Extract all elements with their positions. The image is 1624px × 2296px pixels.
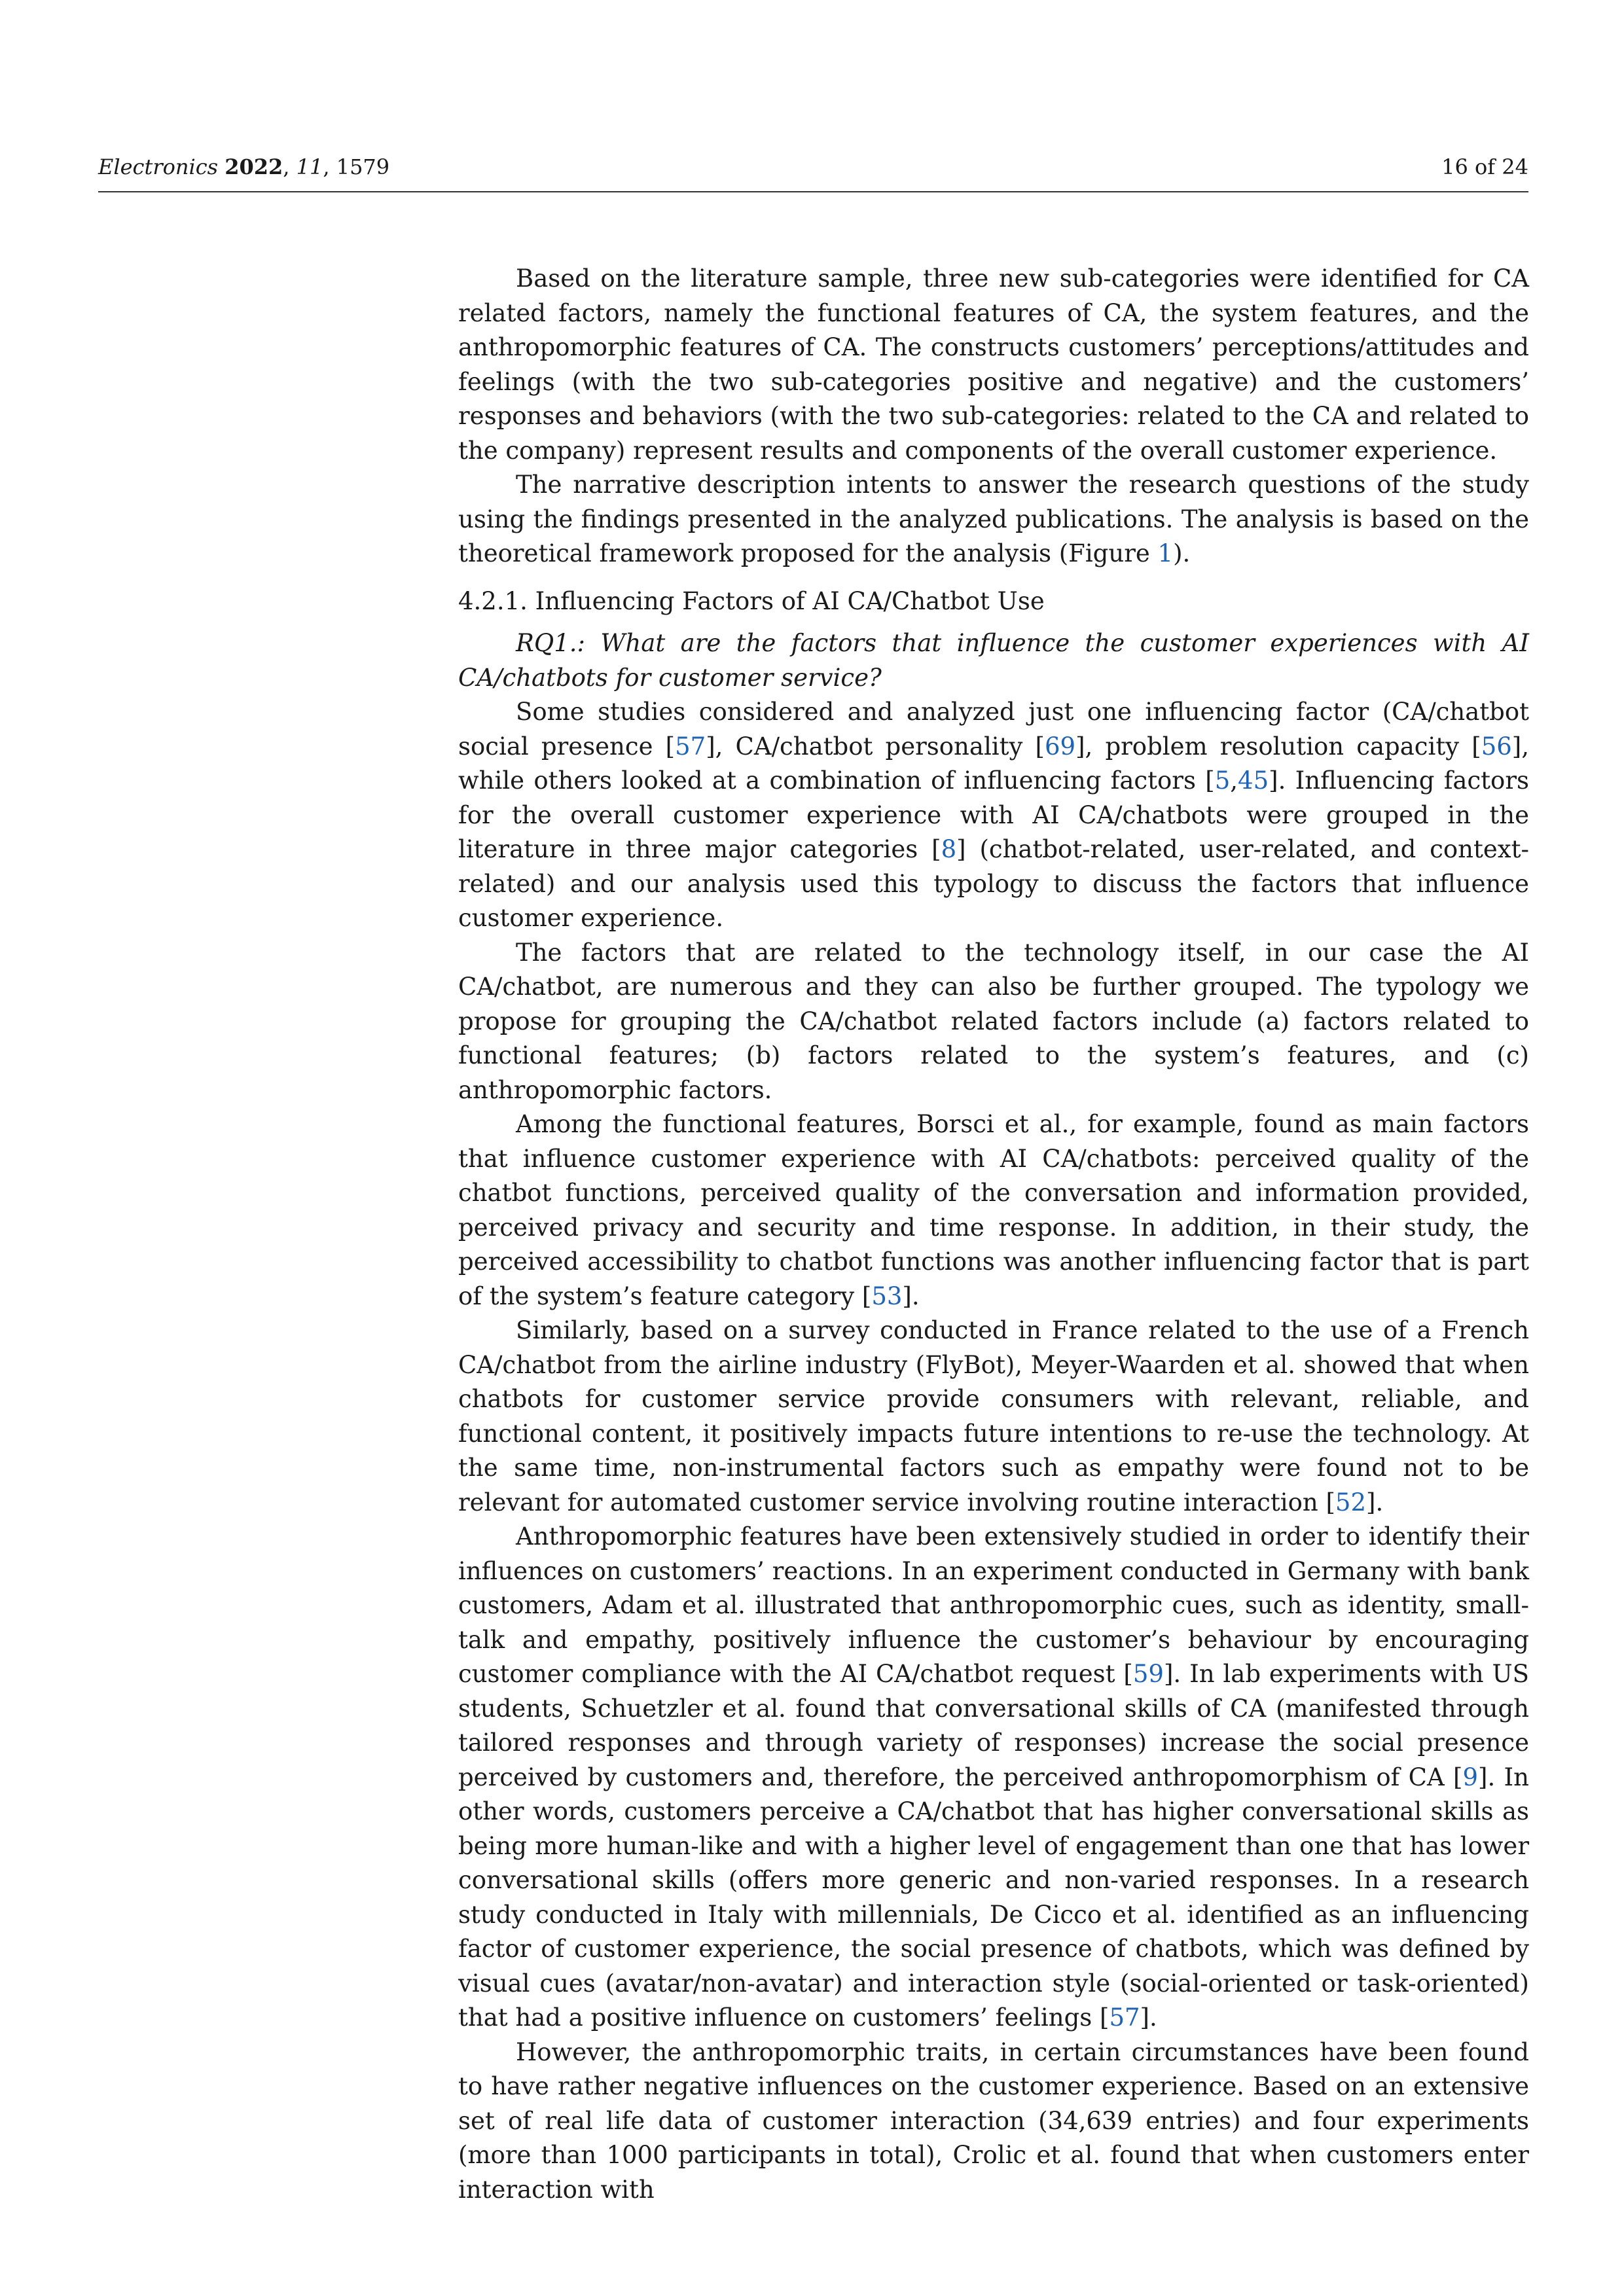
p7-text: ]. In lab experiments with US students, Schuetzler et al. found that conversational skills of CA (manifested through tailored responses and through variety of responses) increase the social presence perceived by customers and, therefore, the perceived anthropomorphism of CA [ <box>458 1660 1529 1791</box>
citation-link[interactable]: 59 <box>1132 1660 1164 1688</box>
citation-link[interactable]: 57 <box>675 732 706 761</box>
page-number: 16 of 24 <box>1441 154 1528 179</box>
paragraph-3 <box>458 695 1529 936</box>
citation-link[interactable]: 53 <box>871 1282 903 1310</box>
p5-text: Among the functional features, Borsci et al., for example, found as main factors that influence customer experience with AI CA/chatbots: perceived quality of the chatbot functions, perceived quality of the conversation and information provided, perceived privacy and security and time response. In addition, in their study, the perceived accessibility to chatbot functions was another influencing factor that is part of the system’s feature category [ <box>458 1110 1529 1310</box>
paragraph-7 <box>458 1520 1529 2036</box>
figure-ref-link[interactable]: 1 <box>1157 539 1174 567</box>
citation-link[interactable]: 52 <box>1335 1488 1367 1516</box>
p3-text: ] (chatbot-related, user-related, and context-related) and our analysis used this typology to discuss the factors that influence customer experience. <box>458 835 1529 932</box>
running-header <box>98 149 1528 192</box>
paragraph-2-text: The narrative description intents to answer the research questions of the study using the findings presented in the analyzed publications. The analysis is based on the theoretical framework proposed for the analysis (Figure <box>458 471 1529 567</box>
citation-link[interactable]: 8 <box>941 835 957 863</box>
paragraph-2-end: ). <box>1173 539 1191 567</box>
p5-text: ]. <box>902 1282 920 1310</box>
p6-text: ]. <box>1366 1488 1384 1516</box>
citation-link[interactable]: 57 <box>1109 2003 1140 2032</box>
article-number: 1579 <box>336 154 390 179</box>
section-heading: 4.2.1. Influencing Factors of AI CA/Chatbot Use <box>458 586 1045 615</box>
research-question-1 <box>458 626 1529 695</box>
citation-link[interactable]: 45 <box>1238 766 1269 795</box>
paragraph-4: The factors that are related to the technology itself, in our case the AI CA/chatbot, are numerous and they can also be further grouped. The typology we propose for grouping the CA/chatbot related factors include (a) factors related to functional features; (b) factors related to the system’s features, and (c) anthropomorphic factors. <box>458 938 1529 1104</box>
paragraph-6 <box>458 1314 1529 1520</box>
citation-link[interactable]: 5 <box>1214 766 1231 795</box>
p7-text: ]. <box>1140 2003 1157 2032</box>
p3-text: ], problem resolution capacity [ <box>1075 732 1481 761</box>
p6-text: Similarly, based on a survey conducted in France related to the use of a French CA/chatbot from the airline industry (FlyBot), Meyer-Waarden et al. showed that when chatbots for customer service provide consumers with relevant, reliable, and functional content, it positively impacts future intentions to re-use the technology. At the same time, non-instrumental factors such as empathy were found not to be relevant for automated customer service involving routine interaction [ <box>458 1316 1529 1516</box>
p3-text: ]. Influencing factors for the overall customer experience with AI CA/chatbots were grouped in the literature in three major categories [ <box>458 766 1529 863</box>
main-text <box>458 262 1529 2207</box>
journal-citation: Electronics 2022, 11, 1579 <box>98 154 390 179</box>
p7-text: ]. In other words, customers perceive a CA/chatbot that has higher conversational skills as being more human-like and with a higher level of engagement than one that has lower conversational skills (offers more generic and non-varied responses. In a research study conducted in Italy with millennials, De Cicco et al. identified as an influencing factor of customer experience, the social presence of chatbots, which was defined by visual cues (avatar/non-avatar) and interaction style (social-oriented or task-oriented) that had a positive influence on customers’ feelings [ <box>458 1763 1530 2032</box>
paragraph-2 <box>458 468 1529 571</box>
citation-link[interactable]: 9 <box>1462 1763 1479 1791</box>
paragraph-8: However, the anthropomorphic traits, in certain circumstances have been found to have rather negative influences on the customer experience. Based on an extensive set of real life data of customer interaction (34,639 entries) and four experiments (more than 1000 participants in total), Crolic et al. found that when customers enter interaction with <box>458 2037 1529 2204</box>
p7-text: Anthropomorphic features have been extensively studied in order to identify their influences on customers’ reactions. In an experiment conducted in Germany with bank customers, Adam et al. illustrated that anthropomorphic cues, such as identity, small-talk and empathy, positively influence the customer’s behaviour by encouraging customer compliance with the AI CA/chatbot request [ <box>458 1522 1529 1688</box>
journal-name: Electronics <box>98 154 219 179</box>
journal-volume: 11 <box>296 154 323 179</box>
journal-year: 2022 <box>225 154 283 179</box>
citation-link[interactable]: 56 <box>1481 732 1512 761</box>
p3-text: ], CA/chatbot personality [ <box>706 732 1045 761</box>
paragraph-1: Based on the literature sample, three new sub-categories were identified for CA related factors, namely the functional features of CA, the system features, and the anthropomorphic features of CA. The constructs customers’ perceptions/attitudes and feelings (with the two sub-categories positive and negative) and the customers’ responses and behaviors (with the two sub-categories: related to the CA and related to the company) represent results and components of the overall customer experience. <box>458 264 1529 465</box>
paragraph-5 <box>458 1107 1529 1314</box>
p3-text: ], while others looked at a combination of influencing factors [ <box>458 732 1529 795</box>
p3-text: , <box>1230 766 1238 795</box>
research-question-text: RQ1.: What are the factors that influence the customer experiences with AI CA/chatbots for customer service? <box>458 629 1529 692</box>
citation-link[interactable]: 69 <box>1044 732 1076 761</box>
p3-text: Some studies considered and analyzed just one influencing factor (CA/chatbot social presence [ <box>458 698 1529 761</box>
